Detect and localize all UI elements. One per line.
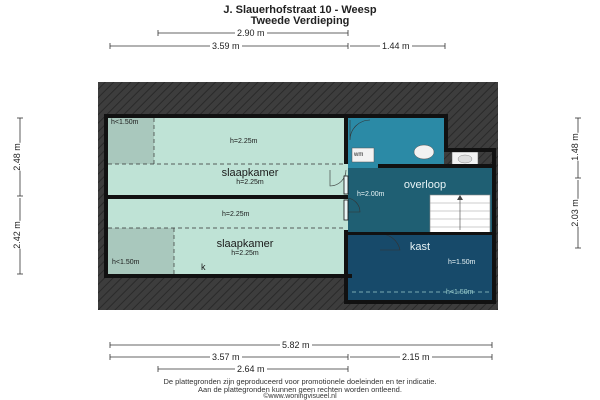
bedroom-top-height-upper: h=2.25m	[230, 138, 258, 145]
bedroom-top-low-height: h<1.50m	[111, 119, 139, 126]
dim-top-left: 3.59 m	[212, 41, 240, 51]
storage-label	[390, 241, 450, 253]
storage-low-height: h<1.50m	[446, 289, 474, 296]
dim-right-upper: 1.48 m	[569, 133, 580, 161]
bedroom-top-height: h=2.25m	[236, 179, 264, 186]
bedroom-bottom-label	[195, 238, 295, 258]
bedroom-top-name: slaapkamer	[221, 167, 279, 179]
closet-marker: k	[201, 262, 206, 272]
footer-copyright: ©www.woningvisueel.nl	[263, 393, 337, 400]
landing-name: overloop	[403, 179, 447, 191]
bedroom-bottom-low-height: h<1.50m	[112, 259, 140, 266]
footer-disclaimer-2: Aan de plattegronden kunnen geen rechten worden ontleend.	[198, 385, 402, 394]
toilet	[414, 145, 434, 159]
washbasin-bowl	[458, 155, 472, 163]
bedroom-bottom-height: h=2.25m	[231, 250, 259, 257]
dim-left-upper: 2.48 m	[11, 143, 22, 171]
washing-machine-label: wm	[354, 152, 364, 158]
plan-title: J. Slauerhofstraat 10 - Weesp	[223, 4, 377, 16]
footer-disclaimer-1: De plattegronden zijn geproduceerd voor promotionele doeleinden en ter indicatie.	[163, 377, 437, 386]
landing-label	[385, 179, 465, 191]
bedroom-bottom-name: slaapkamer	[216, 238, 274, 250]
dim-bottom-inner: 2.64 m	[237, 364, 265, 374]
dimension-lines-left	[17, 118, 23, 274]
dim-bottom-left: 3.57 m	[212, 352, 240, 362]
bedroom-top-label	[200, 167, 300, 187]
storage-name: kast	[409, 241, 431, 253]
bedroom-bottom-height-upper: h=2.25m	[222, 211, 250, 218]
dim-top-overall: 2.90 m	[237, 28, 265, 38]
dim-bottom-right: 2.15 m	[402, 352, 430, 362]
landing-height: h=2.00m	[357, 191, 385, 198]
dim-right-lower: 2.03 m	[569, 199, 580, 227]
dim-left-lower: 2.42 m	[11, 221, 22, 249]
dim-bottom-overall: 5.82 m	[282, 340, 310, 350]
bedroom-bottom-low-zone	[108, 228, 174, 274]
floor-subtitle: Tweede Verdieping	[250, 15, 350, 27]
dim-top-right: 1.44 m	[382, 41, 410, 51]
storage-height: h=1.50m	[448, 259, 476, 266]
